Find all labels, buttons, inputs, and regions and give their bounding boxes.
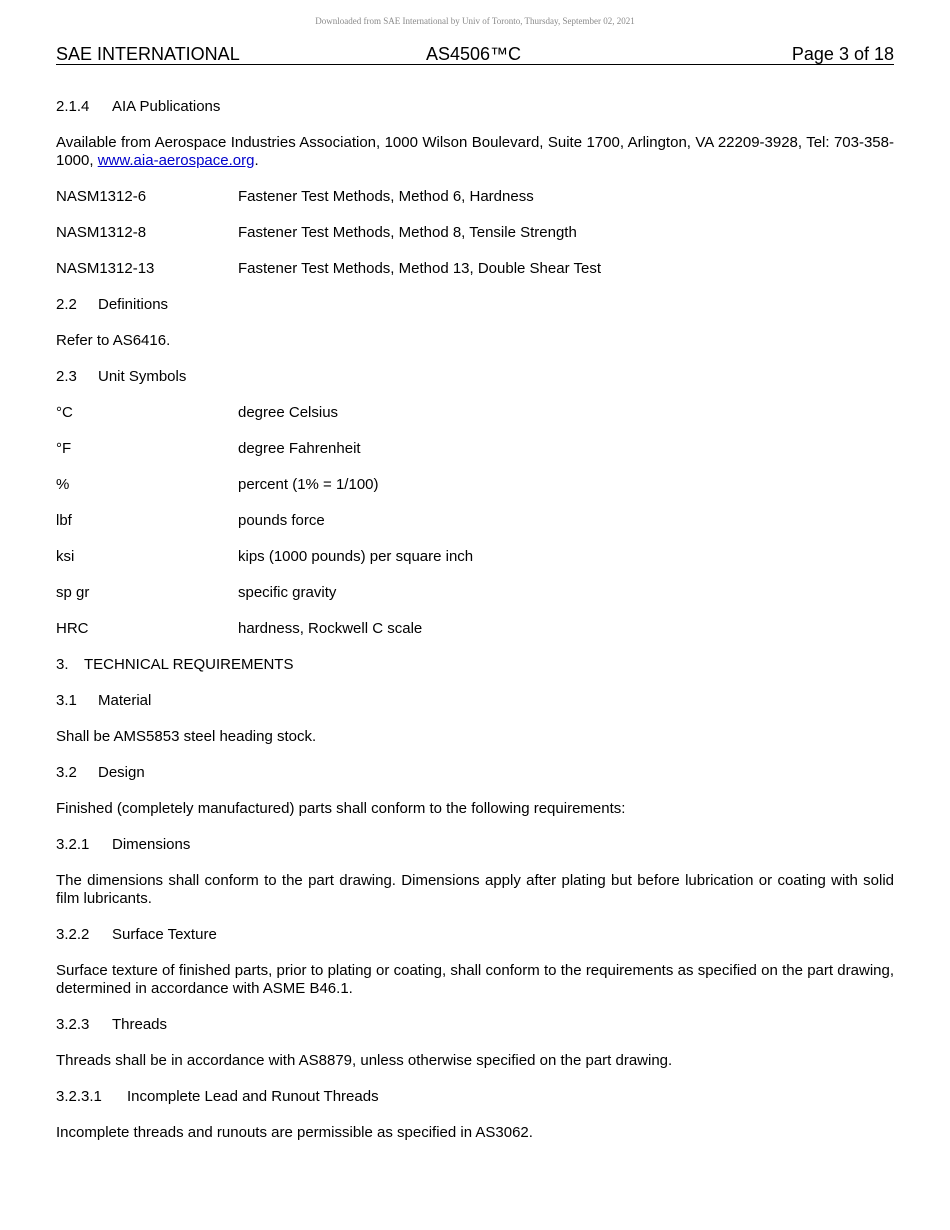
section-heading-3-2-3-1 [56,1088,894,1106]
section-title: Unit Symbols [98,368,187,385]
section-heading-3 [56,656,894,674]
aia-website-link[interactable]: www.aia-aerospace.org [97,152,255,169]
aia-availability-paragraph [56,134,894,170]
header-page-number: Page 3 of 18 [791,44,894,64]
unit-symbol: ksi [56,548,75,565]
incomplete-threads-paragraph: Incomplete threads and runouts are permissible as specified in AS3062. [56,1124,533,1141]
threads-paragraph: Threads shall be in accordance with AS8879, unless otherwise specified on the part drawing. [56,1052,673,1069]
section-number: 3.2 [56,764,77,781]
unit-row [56,620,894,638]
reference-row [56,188,894,206]
reference-description: Fastener Test Methods, Method 13, Double Shear Test [238,260,601,277]
page-header [56,44,894,65]
section-number: 2.3 [56,368,77,385]
section-heading-3-2-3 [56,1016,894,1034]
unit-row [56,548,894,566]
section-number: 2.1.4 [56,98,90,115]
unit-description: pounds force [238,512,325,529]
section-number: 3.2.2 [56,926,90,943]
section-heading-3-2-1 [56,836,894,854]
unit-row [56,404,894,422]
reference-id: NASM1312-13 [56,260,155,277]
surface-texture-paragraph: Surface texture of finished parts, prior to plating or coating, shall conform to the requirements as specified on the part drawing, determined in accordance with ASME B46.1. [56,962,894,997]
reference-id: NASM1312-8 [56,224,147,241]
material-paragraph: Shall be AMS5853 steel heading stock. [56,728,317,745]
section-title: Design [98,764,145,781]
unit-row [56,440,894,458]
section-heading-3-1 [56,692,894,710]
section-title: AIA Publications [112,98,221,115]
section-heading-2-2 [56,296,894,314]
header-organization: SAE INTERNATIONAL [56,44,240,64]
section-heading-2-3 [56,368,894,386]
unit-description: specific gravity [238,584,337,601]
section-title: Dimensions [112,836,191,853]
section-title: Material [98,692,152,709]
section-number: 3.1 [56,692,77,709]
unit-symbol: °C [56,404,73,421]
section-number: 3.2.3 [56,1016,90,1033]
section-heading-3-2 [56,764,894,782]
section-number: 3. [56,656,69,673]
reference-row [56,224,894,242]
header-document-number: AS4506™C [426,44,522,64]
section-title: Surface Texture [112,926,217,943]
unit-description: degree Fahrenheit [238,440,361,457]
unit-symbol: HRC [56,620,89,637]
paragraph-text: Available from Aerospace Industries Association, 1000 Wilson Boulevard, Suite 1700, Arlington, VA 22209-3928, Tel: 703-358-1000, [56,134,894,169]
unit-description: hardness, Rockwell C scale [238,620,423,637]
document-body [56,98,894,1160]
unit-symbol: % [56,476,70,493]
unit-description: kips (1000 pounds) per square inch [238,548,474,565]
dimensions-paragraph: The dimensions shall conform to the part drawing. Dimensions apply after plating but before lubrication or coating with solid film lubricants. [56,872,894,907]
section-number: 2.2 [56,296,77,313]
unit-symbol: °F [56,440,72,457]
section-heading-2-1-4 [56,98,894,116]
section-title: Incomplete Lead and Runout Threads [127,1088,379,1105]
section-title: Definitions [98,296,169,313]
unit-row [56,584,894,602]
section-heading-3-2-2 [56,926,894,944]
section-title: Threads [112,1016,168,1033]
reference-id: NASM1312-6 [56,188,147,205]
unit-description: degree Celsius [238,404,339,421]
section-number: 3.2.1 [56,836,90,853]
download-watermark: Downloaded from SAE International by Univ of Toronto, Thursday, September 02, 2021 [315,16,635,26]
unit-symbol: sp gr [56,584,90,601]
reference-description: Fastener Test Methods, Method 6, Hardness [238,188,534,205]
design-paragraph: Finished (completely manufactured) parts shall conform to the following requirements: [56,800,626,817]
unit-description: percent (1% = 1/100) [238,476,379,493]
unit-row [56,512,894,530]
section-title: TECHNICAL REQUIREMENTS [84,656,294,673]
reference-description: Fastener Test Methods, Method 8, Tensile Strength [238,224,577,241]
section-number: 3.2.3.1 [56,1088,102,1105]
unit-symbol: lbf [56,512,72,529]
reference-row [56,260,894,278]
unit-row [56,476,894,494]
punctuation: . [254,152,259,169]
definitions-paragraph: Refer to AS6416. [56,332,171,349]
